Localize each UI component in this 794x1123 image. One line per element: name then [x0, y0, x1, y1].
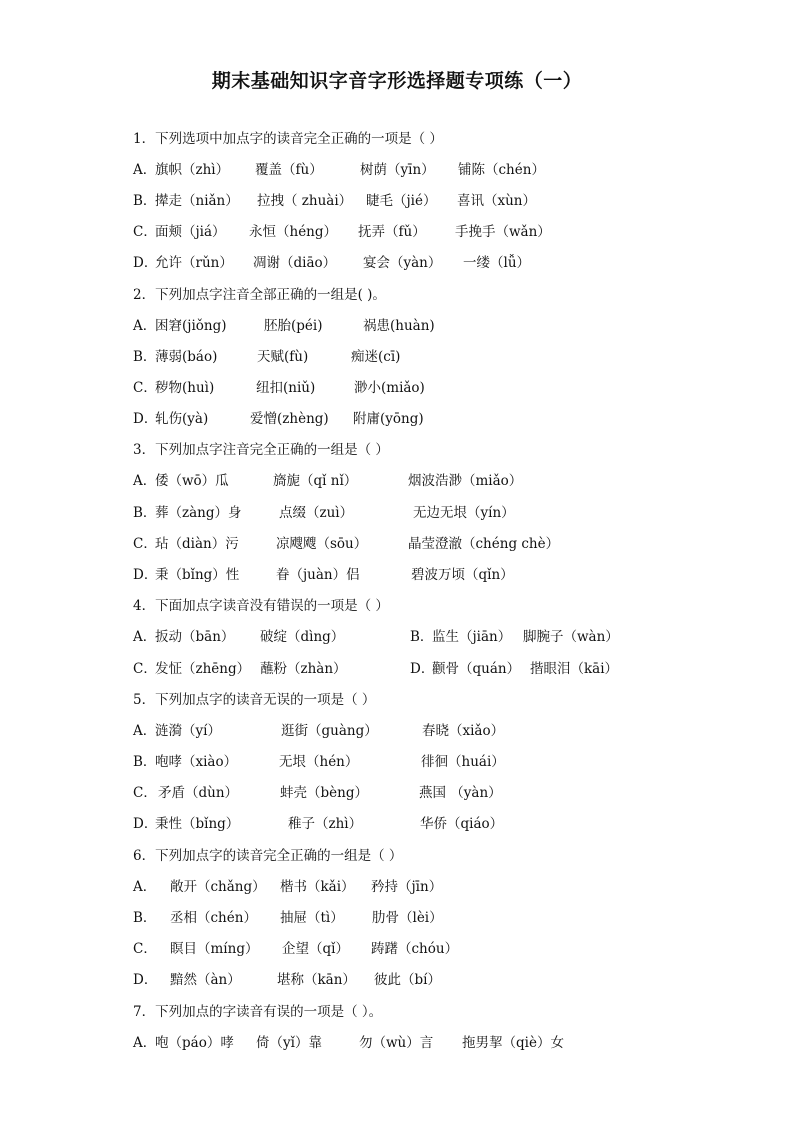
option-item: 春晓（xiǎo）	[422, 723, 505, 739]
option-item: 秉（bǐng）性	[155, 567, 240, 583]
option-label: D．	[133, 411, 158, 427]
option-item: 矛盾（dùn）	[158, 785, 239, 801]
option-item: 瞑目（míng）	[170, 941, 259, 957]
option-item: 铺陈（chén）	[458, 162, 545, 178]
option-label: C．	[133, 224, 157, 240]
option-item: 肋骨（lèi）	[372, 910, 443, 926]
option-item: 祸患(huàn)	[363, 318, 435, 334]
option-item: 痴迷(cī)	[351, 349, 401, 365]
option-item: 碧波万顷（qǐn）	[411, 567, 514, 583]
option-label: B．	[410, 629, 434, 645]
option-label: B．	[133, 193, 157, 209]
option-item: 无边无垠（yín）	[413, 505, 515, 521]
option-item: 楷书（kǎi）	[280, 879, 355, 895]
question-5-stem: 5．下列加点字的读音无误的一项是（ ）	[133, 692, 376, 708]
option-item: 敞开（chǎng）	[170, 879, 266, 895]
question-3-stem: 3．下列加点字注音完全正确的一组是（ ）	[133, 442, 389, 458]
page-title: 期末基础知识字音字形选择题专项练（一）	[211, 70, 583, 92]
option-item: 逛街（guàng）	[281, 723, 378, 739]
option-item: 凋谢（diāo）	[253, 255, 337, 271]
option-item: 眷（juàn）侣	[276, 567, 360, 583]
option-item: 燕国 （yàn）	[419, 785, 502, 801]
option-item: 面颊（jiá）	[155, 224, 226, 240]
option-item: 轧伤(yà)	[155, 411, 209, 427]
option-label: D．	[410, 661, 435, 677]
option-item: 天赋(fù)	[257, 349, 309, 365]
option-item: 华侨（qiáo）	[420, 816, 504, 832]
option-label: C．	[133, 380, 157, 396]
option-item: 晶莹澄澈（chéng chè）	[408, 536, 560, 552]
option-item: 扳动（bān）	[155, 629, 235, 645]
option-label: D．	[133, 816, 158, 832]
option-item: 玷（diàn）污	[155, 536, 239, 552]
option-item: 宴会（yàn）	[363, 255, 442, 271]
option-item: 烟波浩渺（miǎo）	[408, 473, 523, 489]
option-label: B．	[133, 754, 157, 770]
option-item: 无垠（hén）	[279, 754, 359, 770]
option-item: 撵走（niǎn）	[155, 193, 239, 209]
option-item: 树荫（yīn）	[360, 162, 435, 178]
option-label: A．	[133, 162, 157, 178]
option-label: A．	[133, 318, 157, 334]
question-6-stem: 6．下列加点字的读音完全正确的一组是（ ）	[133, 848, 403, 864]
option-item: 纽扣(niǔ)	[256, 380, 316, 396]
option-item: 丞相（chén）	[170, 910, 257, 926]
option-label: B．	[133, 349, 157, 365]
option-item: 葬（zàng）身	[155, 505, 242, 521]
option-item: 咆（páo）哮	[155, 1035, 234, 1051]
option-item: 拉拽（ zhuài）	[257, 193, 353, 209]
option-item: 矜持（jīn）	[371, 879, 443, 895]
option-item: 旖旎（qǐ nǐ）	[273, 473, 358, 489]
option-item: 手挽手（wǎn）	[455, 224, 551, 240]
option-item: 秉性（bǐng）	[155, 816, 240, 832]
option-item: 爱憎(zhèng)	[250, 411, 329, 427]
option-item: 倭（wō）瓜	[155, 473, 229, 489]
option-item: 凉飕飕（sōu）	[276, 536, 368, 552]
option-item: 破绽（dìng）	[260, 629, 345, 645]
option-label: A．	[133, 879, 157, 895]
option-label: A．	[133, 1035, 157, 1051]
option-item: 困窘(jiǒng)	[155, 318, 227, 334]
option-label: D．	[133, 972, 158, 988]
option-item: 胚胎(péi)	[264, 318, 323, 334]
option-item: 揩眼泪（kāi）	[530, 661, 619, 677]
option-item: 点缀（zuì）	[279, 505, 354, 521]
option-item: 监生（jiān）	[432, 629, 512, 645]
option-item: 薄弱(báo)	[155, 349, 218, 365]
option-label: D．	[133, 255, 158, 271]
question-4-stem: 4．下面加点字读音没有错误的一项是（ ）	[133, 598, 389, 614]
option-item: 涟漪（yí）	[155, 723, 221, 739]
question-7-stem: 7．下列加点的字读音有误的一项是（ ）。	[133, 1004, 383, 1020]
option-item: 允许（rǔn）	[155, 255, 233, 271]
option-label: D．	[133, 567, 158, 583]
option-label: C．	[133, 941, 157, 957]
option-label: A．	[133, 629, 157, 645]
option-label: B．	[133, 505, 157, 521]
option-item: 堪称（kān）	[277, 972, 356, 988]
question-1-stem: 1．下列选项中加点字的读音完全正确的一项是（ ）	[133, 131, 443, 147]
option-item: 睫毛（jié）	[366, 193, 437, 209]
option-item: 踌躇（chóu）	[371, 941, 459, 957]
option-item: 渺小(miǎo)	[354, 380, 425, 396]
option-item: 秽物(huì)	[155, 380, 215, 396]
option-label: C．	[133, 785, 157, 801]
option-item: 喜讯（xùn）	[457, 193, 537, 209]
option-item: 一缕（lǚ）	[463, 255, 531, 271]
option-item: 抽屉（tì）	[280, 910, 344, 926]
option-item: 附庸(yōng)	[353, 411, 424, 427]
option-label: C．	[133, 536, 157, 552]
option-item: 颧骨（quán）	[432, 661, 521, 677]
option-item: 咆哮（xiào）	[155, 754, 238, 770]
option-item: 徘徊（huái）	[421, 754, 505, 770]
option-item: 倚（yǐ）靠	[256, 1035, 322, 1051]
option-item: 稚子（zhì）	[288, 816, 363, 832]
option-item: 覆盖（fù）	[255, 162, 323, 178]
option-item: 旗帜（zhì）	[155, 162, 230, 178]
option-item: 永恒（héng）	[249, 224, 338, 240]
question-2-stem: 2．下列加点字注音全部正确的一组是( )。	[133, 287, 386, 303]
option-label: A．	[133, 473, 157, 489]
option-item: 蘸粉（zhàn）	[260, 661, 347, 677]
option-item: 企望（qǐ）	[282, 941, 349, 957]
option-label: C．	[133, 661, 157, 677]
option-label: A．	[133, 723, 157, 739]
option-item: 抚弄（fǔ）	[358, 224, 426, 240]
option-label: B．	[133, 910, 157, 926]
option-item: 蚌壳（bèng）	[280, 785, 368, 801]
option-item: 发怔（zhēng）	[155, 661, 251, 677]
option-item: 脚腕子（wàn）	[523, 629, 619, 645]
option-item: 彼此（bí）	[374, 972, 441, 988]
option-item: 拖男挈（qiè）女	[462, 1035, 564, 1051]
option-item: 黯然（àn）	[170, 972, 241, 988]
option-item: 勿（wù）言	[359, 1035, 434, 1051]
